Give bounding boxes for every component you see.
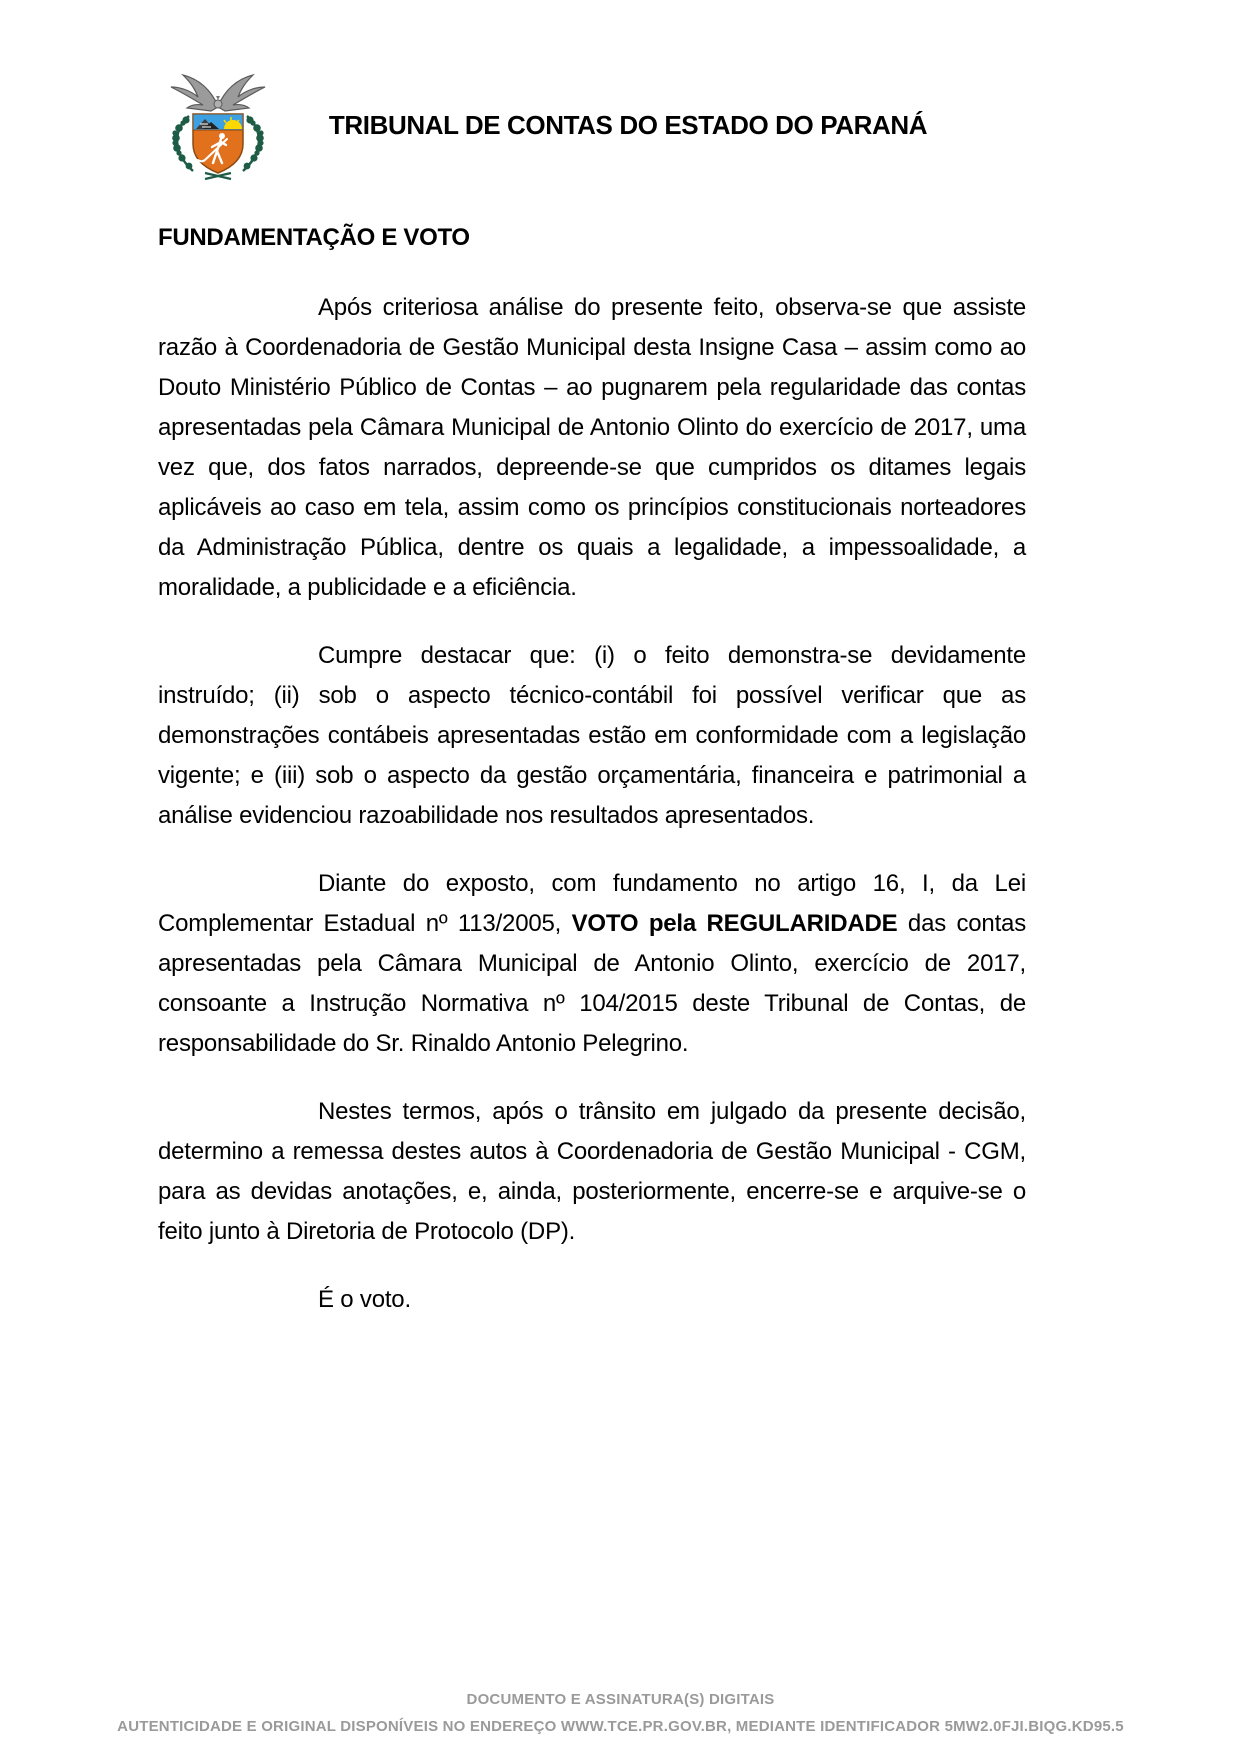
page-title: TRIBUNAL DE CONTAS DO ESTADO DO PARANÁ <box>328 110 928 140</box>
footer-line-1: DOCUMENTO E ASSINATURA(S) DIGITAIS <box>466 1691 775 1708</box>
paragraph-1 <box>158 288 1026 608</box>
document-body <box>158 224 1026 1348</box>
paragraph-3 <box>158 864 1026 1064</box>
paragraph-2 <box>158 636 1026 836</box>
paragraph-closing-vote <box>158 1280 1026 1320</box>
paragraph-3-pre-text: Diante do exposto, com fundamento no artigo 16, I, da Lei Complementar Estadual nº 113/2005, <box>158 870 1026 937</box>
document-content <box>158 288 1026 1320</box>
digital-signature-footer <box>0 1686 1241 1740</box>
section-heading: FUNDAMENTAÇÃO E VOTO <box>158 224 470 251</box>
parana-coat-of-arms-icon <box>153 72 283 187</box>
paragraph-4-text: Nestes termos, após o trânsito em julgado da presente decisão, determino a remessa destes autos à Coordenadoria de Gestão Municipal - CGM, para as devidas anotações, e, ainda, posteriormente, encerre-se e arquive-se o feito junto à Diretoria de Protocolo (DP). <box>158 1098 1026 1245</box>
paragraph-2-text: Cumpre destacar que: (i) o feito demonstra-se devidamente instruído; (ii) sob o aspecto técnico-contábil foi possível verificar que as demonstrações contábeis apresentadas estão em conformidade com a legislação vigente; e (iii) sob o aspecto da gestão orçamentária, financeira e patrimonial a análise evidenciou razoabilidade nos resultados apresentados. <box>158 642 1026 829</box>
footer-line-2: AUTENTICIDADE E ORIGINAL DISPONÍVEIS NO ENDEREÇO WWW.TCE.PR.GOV.BR, MEDIANTE IDENTIFICADOR 5MW2.0FJI.BIQG.KD95.5 <box>117 1718 1124 1735</box>
closing-vote-text: É o voto. <box>318 1286 411 1313</box>
paragraph-1-text: Após criteriosa análise do presente feito, observa-se que assiste razão à Coordenadoria de Gestão Municipal desta Insigne Casa – assim como ao Douto Ministério Público de Contas – ao pugnarem pela regularidade das contas apresentadas pela Câmara Municipal de Antonio Olinto do exercício de 2017, uma vez que, dos fatos narrados, depreende-se que cumpridos os ditames legais aplicáveis ao caso em tela, assim como os princípios constitucionais norteadores da Administração Pública, dentre os quais a legalidade, a impessoalidade, a moralidade, a publicidade e a eficiência. <box>158 294 1026 601</box>
vote-regularity-bold-text: VOTO pela REGULARIDADE <box>571 910 898 937</box>
paragraph-3-post-text: das contas apresentadas pela Câmara Municipal de Antonio Olinto, exercício de 2017, consoante a Instrução Normativa nº 104/2015 deste Tribunal de Contas, de responsabilidade do Sr. Rinaldo Antonio Pelegrino. <box>158 910 1026 1057</box>
paragraph-4 <box>158 1092 1026 1252</box>
